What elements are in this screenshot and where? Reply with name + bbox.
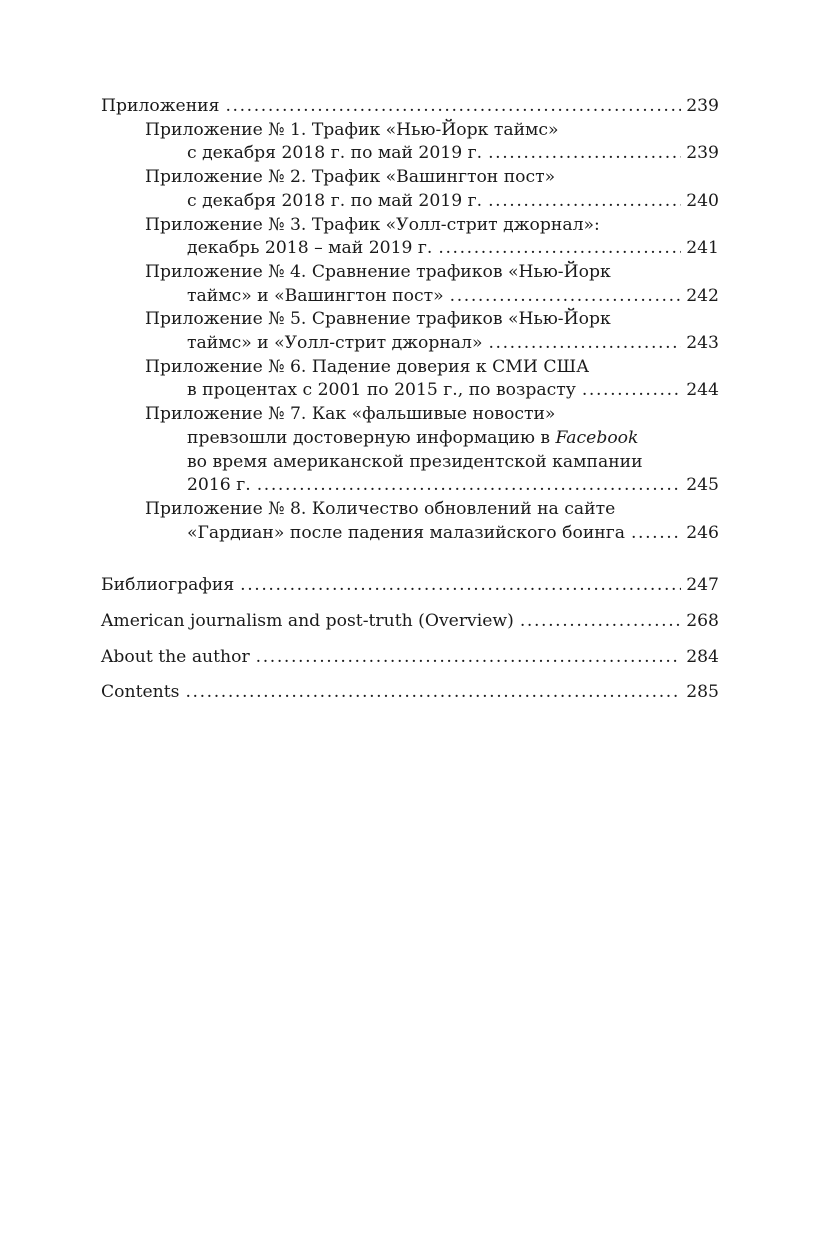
- toc-entry-about-author[interactable]: [101, 640, 719, 676]
- dot-leader: [488, 190, 681, 214]
- toc-page-number: 241: [686, 238, 719, 259]
- toc-entry-title: Приложение № 8. Количество обновлений на сайте: [145, 498, 616, 519]
- toc-page-number: 244: [686, 380, 719, 401]
- toc-page-number: 239: [686, 143, 719, 164]
- toc-entry-title: Библиография: [101, 575, 235, 596]
- toc-entry-title-cont: с декабря 2018 г. по май 2019 г.: [187, 143, 483, 164]
- toc-back-matter: [101, 568, 719, 710]
- table-of-contents: [101, 95, 719, 711]
- toc-entry-title-cont: таймс» и «Уолл-стрит джорнал»: [187, 333, 483, 354]
- toc-page-number: 239: [686, 96, 719, 116]
- toc-entry-appendix-3[interactable]: [101, 214, 719, 261]
- toc-entry-bibliography[interactable]: [101, 568, 719, 604]
- toc-entry-title-cont: таймс» и «Вашингтон пост»: [187, 285, 444, 306]
- toc-entry-title-cont: «Гардиан» после падения малазийского боинга: [187, 522, 625, 543]
- toc-entry-title-cont: превзошли достоверную информацию в Facebook: [187, 427, 639, 448]
- dot-leader: [450, 285, 681, 309]
- toc-entry-title: Приложение № 4. Сравнение трафиков «Нью-Йорк: [145, 261, 611, 282]
- dot-leader: [582, 379, 681, 403]
- dot-leader: [256, 640, 681, 676]
- toc-entry-title: Contents: [101, 682, 180, 703]
- toc-entry-appendix-5[interactable]: [101, 308, 719, 355]
- toc-entry-title: About the author: [101, 646, 250, 667]
- toc-entry-appendices[interactable]: [101, 95, 719, 119]
- toc-entry-appendix-1[interactable]: [101, 119, 719, 166]
- toc-entry-appendix-2[interactable]: [101, 166, 719, 213]
- toc-entry-overview[interactable]: [101, 604, 719, 640]
- toc-page-number: 285: [686, 682, 719, 703]
- facebook-italic: Facebook: [555, 427, 639, 448]
- toc-entry-title-cont: в процентах с 2001 по 2015 г., по возрасту: [187, 380, 576, 401]
- toc-page-number: 245: [686, 475, 719, 496]
- toc-entry-appendix-8[interactable]: [101, 498, 719, 545]
- dot-leader: [185, 675, 681, 711]
- toc-entry-title: Приложение № 1. Трафик «Нью-Йорк таймс»: [145, 119, 559, 140]
- toc-entry-title-cont: с декабря 2018 г. по май 2019 г.: [187, 190, 483, 211]
- dot-leader: [488, 142, 681, 166]
- dot-leader: [488, 332, 681, 356]
- toc-page-number: 246: [686, 522, 719, 543]
- dot-leader: [240, 568, 681, 604]
- dot-leader: [257, 474, 681, 498]
- toc-entry-appendix-6[interactable]: [101, 356, 719, 403]
- dot-leader: [631, 522, 681, 546]
- toc-entry-appendix-7[interactable]: [101, 403, 719, 498]
- toc-entry-title: Приложение № 7. Как «фальшивые новости»: [145, 404, 556, 425]
- toc-page-number: 284: [686, 646, 719, 667]
- toc-page-number: 242: [686, 285, 719, 306]
- toc-page-number: 247: [686, 575, 719, 596]
- toc-entry-title: Приложение № 2. Трафик «Вашингтон пост»: [145, 167, 556, 188]
- toc-entry-title-cont: 2016 г.: [187, 475, 251, 496]
- toc-entry-title: Приложение № 3. Трафик «Уолл-стрит джорнал»:: [145, 214, 600, 235]
- dot-leader: [225, 95, 681, 119]
- toc-entry-contents[interactable]: [101, 675, 719, 711]
- toc-page-number: 268: [686, 610, 719, 631]
- toc-page-number: 240: [686, 190, 719, 211]
- toc-entry-appendix-4[interactable]: [101, 261, 719, 308]
- toc-entry-title: American journalism and post-truth (Overview): [101, 610, 514, 631]
- toc-entry-title: Приложение № 5. Сравнение трафиков «Нью-Йорк: [145, 309, 611, 330]
- toc-entry-title-cont: во время американской президентской кампании: [187, 451, 643, 472]
- dot-leader: [520, 604, 681, 640]
- spacer: [101, 545, 719, 568]
- toc-entry-title-cont: декабрь 2018 – май 2019 г.: [187, 238, 433, 259]
- toc-page-number: 243: [686, 333, 719, 354]
- toc-entry-title: Приложения: [101, 96, 220, 116]
- toc-entry-title: Приложение № 6. Падение доверия к СМИ США: [145, 356, 590, 377]
- dot-leader: [438, 237, 681, 261]
